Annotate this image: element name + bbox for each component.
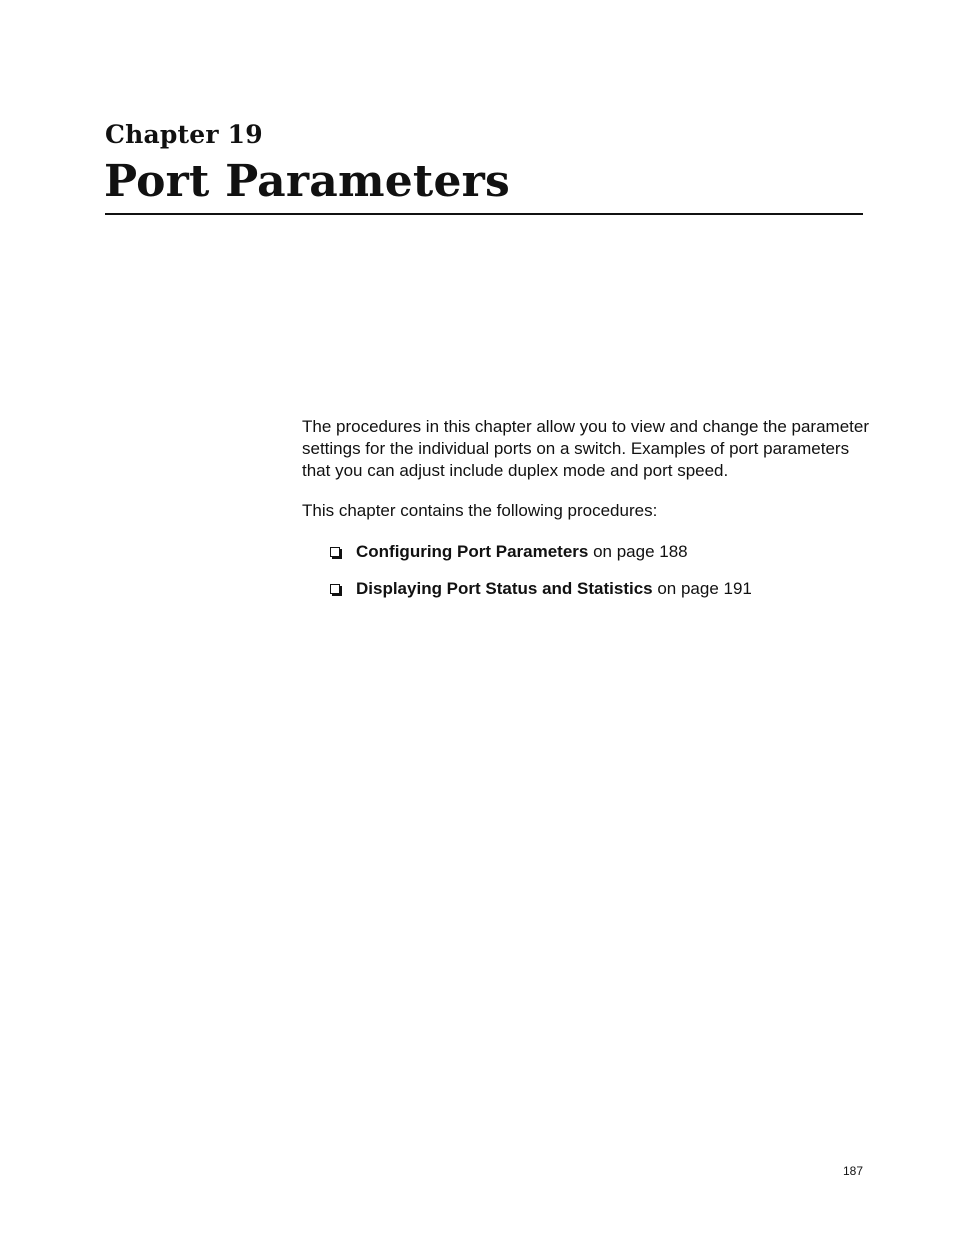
procedure-link-displaying[interactable]: Displaying Port Status and Statistics <box>356 579 653 598</box>
intro-paragraph: The procedures in this chapter allow you to view and change the parameter settings for the individual ports on a switch. Examples of port parameters that you can adjust include duplex mode and port speed. <box>302 417 869 480</box>
procedure-page-ref: on page 191 <box>652 579 752 598</box>
title-rule <box>105 213 863 215</box>
contains-paragraph: This chapter contains the following procedures: <box>302 501 658 520</box>
list-item <box>330 578 752 600</box>
procedure-list <box>330 541 752 615</box>
chapter-label: Chapter 19 <box>105 120 263 149</box>
checkbox-bullet-icon <box>330 584 340 594</box>
procedure-link-configuring[interactable]: Configuring Port Parameters <box>356 542 589 561</box>
chapter-title: Port Parameters <box>104 156 511 207</box>
page-number: 187 <box>842 1164 863 1178</box>
checkbox-bullet-icon <box>330 547 340 557</box>
procedure-page-ref: on page 188 <box>588 542 688 561</box>
list-item <box>330 541 752 563</box>
